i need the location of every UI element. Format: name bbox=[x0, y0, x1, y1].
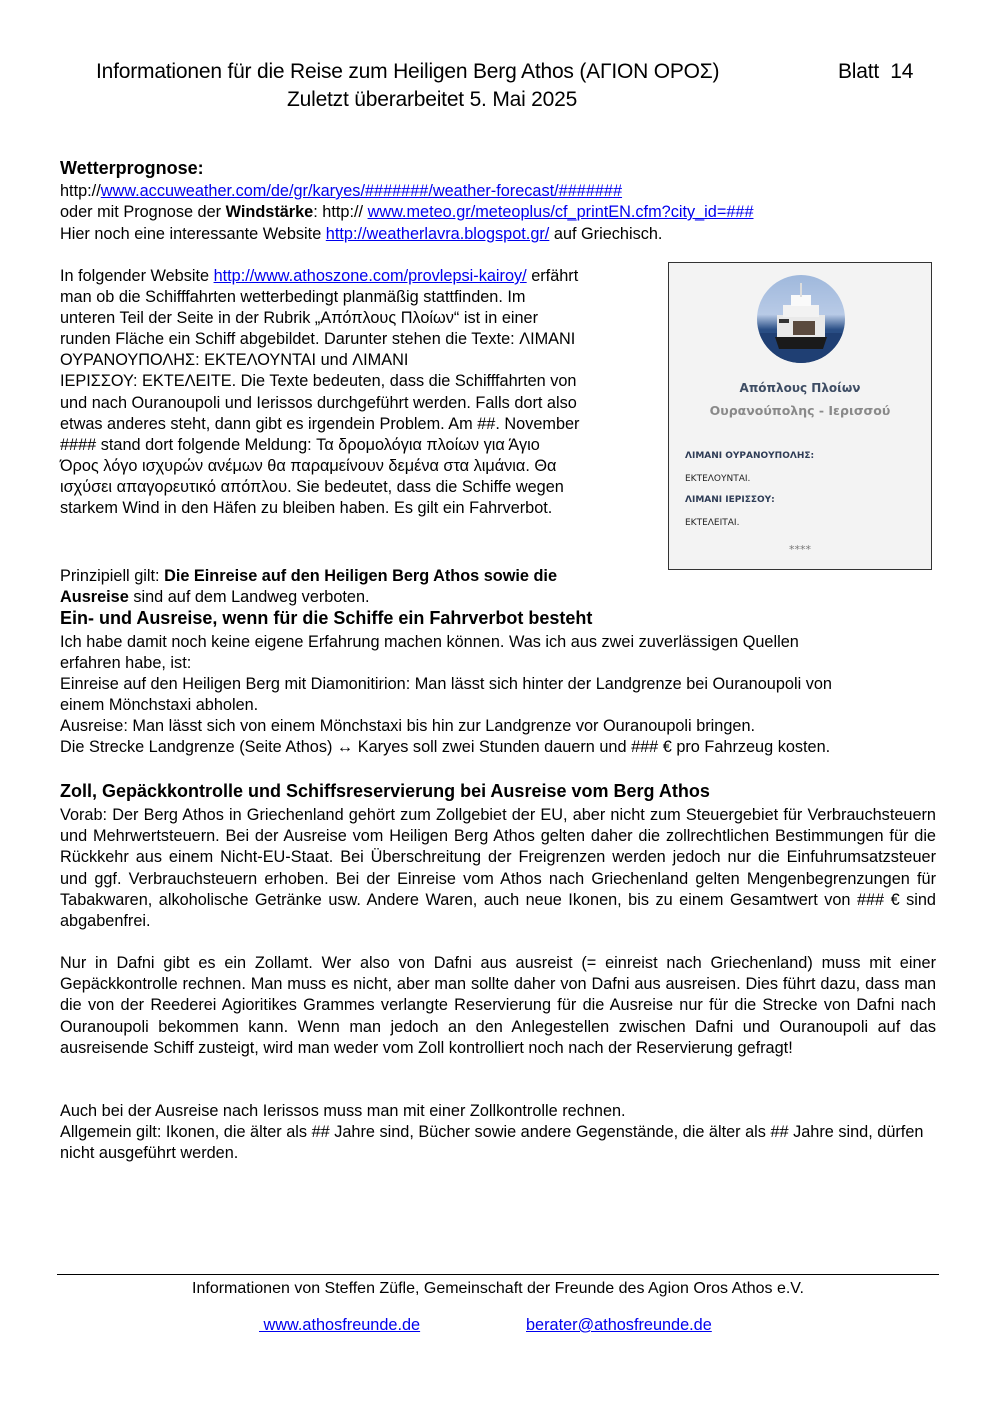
weather-line-2: oder mit Prognose der Windstärke: http:// www.meteo.gr/meteoplus/cf_printEN.cfm?city_id=### bbox=[60, 203, 754, 221]
fahrverbot-line: Die Strecke Landgrenze (Seite Athos) ↔ Karyes soll zwei Stunden dauern und ### € pro Fahrzeug kosten. bbox=[60, 738, 831, 756]
ferry-ship-image bbox=[757, 275, 845, 363]
fahrverbot-line: Einreise auf den Heiligen Berg mit Diamonitirion: Man lässt sich hinter der Landgrenze bei Ouranoupoli von bbox=[60, 675, 832, 693]
meteo-link[interactable]: www.meteo.gr/meteoplus/cf_printEN.cfm?city_id=### bbox=[367, 203, 754, 221]
zoll-paragraph-1: Vorab: Der Berg Athos in Griechenland gehört zum Zollgebiet der EU, aber nicht zum Steuergebiet für Verbrauchsteuern und Mehrwertsteuern. Bei der Ausreise vom Heiligen Berg Athos gelten daher die zollrechtlichen Bestimmungen für die Rückkehr aus einem Nicht-EU-Staat. Bei Überschreitung der Freigrenzen werden jedoch nur die Einfuhrumsatzsteuer und ggf. Verbrauchsteuern erhoben. Bei der Einreise vom Athos nach Griechenland gelten Mengenbegrenzungen für Tabakwaren, alkoholische Getränke usw. Andere Waren, auch neue Ikonen, bis zu einem Gesamtwert von ### € sind abgabenfrei. bbox=[60, 806, 936, 931]
athoszone-line: starkem Wind in den Häfen zu bleiben haben. Es gilt ein Fahrverbot. bbox=[60, 499, 553, 517]
last-updated: Zuletzt überarbeitet 5. Mai 2025 bbox=[287, 88, 578, 111]
weather-heading: Wetterprognose: bbox=[60, 158, 204, 178]
athoszone-line: ισχύσει απαγορευτικό απόπλου. Sie bedeutet, dass die Schiffe wegen bbox=[60, 478, 564, 496]
fahrverbot-line: Ausreise: Man lässt sich von einem Mönchstaxi bis hin zur Landgrenze vor Ouranoupoli bringen. bbox=[60, 717, 756, 735]
footer-website-link[interactable]: www.athosfreunde.de bbox=[259, 1316, 421, 1334]
footer-divider bbox=[57, 1274, 939, 1275]
athoszone-line: etwas anderes steht, dann gibt es irgendein Problem. Am ##. November bbox=[60, 415, 580, 433]
footer-email-link[interactable]: berater@athosfreunde.de bbox=[526, 1316, 712, 1334]
port-ierissos-label: ΛΙΜΑΝΙ ΙΕΡΙΣΣΟΥ: bbox=[685, 495, 775, 505]
fahrverbot-line: erfahren habe, ist: bbox=[60, 654, 192, 672]
footer-info: Informationen von Steffen Züfle, Gemeinschaft der Freunde des Agion Oros Athos e.V. bbox=[192, 1280, 804, 1297]
weatherlavra-link[interactable]: http://weatherlavra.blogspot.gr/ bbox=[325, 225, 550, 243]
athoszone-line: runden Fläche ein Schiff abgebildet. Darunter stehen die Texte: ΛΙΜΑΝΙ bbox=[60, 330, 576, 348]
athoszone-line: unteren Teil der Seite in der Rubrik „Απόπλους Πλοίων“ ist in einer bbox=[60, 309, 539, 327]
document-title bbox=[96, 60, 719, 84]
fahrverbot-line: Ich habe damit noch keine eigene Erfahrung machen können. Was ich aus zwei zuverlässigen Quellen bbox=[60, 633, 799, 651]
card-subtitle: Ουρανούπολης - Ιερισσού bbox=[709, 403, 891, 418]
zoll-paragraph-3-line-1: Auch bei der Ausreise nach Ierissos muss man mit einer Zollkontrolle rechnen. bbox=[60, 1102, 626, 1120]
athoszone-line: ΙΕΡΙΣΣΟΥ: ΕΚΤΕΛΕΙΤΕ. Die Texte bedeuten, dass die Schifffahrten von bbox=[60, 372, 577, 390]
athoszone-line-1: In folgender Website http://www.athoszone.com/provlepsi-kairoy/ erfährt bbox=[60, 267, 579, 285]
principle-line-1: Prinzipiell gilt: Die Einreise auf den Heiligen Berg Athos sowie die bbox=[60, 567, 558, 585]
accuweather-link[interactable]: www.accuweather.com/de/gr/karyes/#######/weather-forecast/####### bbox=[100, 182, 623, 200]
athoszone-link[interactable]: http://www.athoszone.com/provlepsi-kairoy/ bbox=[213, 267, 527, 285]
card-stars: **** bbox=[789, 543, 811, 556]
principle-line-2: Ausreise sind auf dem Landweg verboten. bbox=[60, 588, 370, 606]
fahrverbot-heading: Ein- und Ausreise, wenn für die Schiffe ein Fahrverbot besteht bbox=[60, 608, 593, 628]
weather-line-1: http://www.accuweather.com/de/gr/karyes/#######/weather-forecast/####### bbox=[60, 182, 623, 200]
zoll-paragraph-2: Nur in Dafni gibt es ein Zollamt. Wer also von Dafni aus ausreist (= einreist nach Griechenland) muss mit einer Gepäckkontrolle rechnen. Man muss es nicht, aber man sollte daher von Dafni aus ausreisen. Dies führt dazu, dass man die von der Reederei Agioritikes Grammes verlangte Reservierung für die Ausreise nur für die Strecke von Dafni nach Ouranoupoli bekommen kann. Wenn man jedoch an den Anlegestellen zwischen Dafni und Ouranoupoli auf das ausreisende Schiff zusteigt, wird man weder vom Zoll kontrolliert noch nach der Reservierung gefragt! bbox=[60, 954, 936, 1057]
athoszone-line: #### stand dort folgende Meldung: Τα δρομολόγια πλοίων για Άγιο bbox=[60, 436, 540, 454]
sheet-number: Blatt 14 bbox=[838, 60, 914, 83]
port-ierissos-status: ΕΚΤΕΛΕΙΤΑΙ. bbox=[685, 518, 740, 528]
zoll-paragraph-3: Allgemein gilt: Ikonen, die älter als ## Jahre sind, Bücher sowie andere Gegenstände, die älter als ## Jahre sind, dürfen nicht ausgeführt werden. bbox=[60, 1123, 924, 1163]
athoszone-line: und nach Ouranoupoli und Ierissos durchgeführt werden. Falls dort also bbox=[60, 394, 577, 412]
athoszone-line: ΟΥΡΑΝΟΥΠΟΛΗΣ: ΕΚΤΕΛΟΥΝΤΑΙ und ΛΙΜΑΝΙ bbox=[60, 351, 409, 369]
port-ouranoupoli-status: ΕΚΤΕΛΟΥΝΤΑΙ. bbox=[685, 474, 751, 484]
port-ouranoupoli-label: ΛΙΜΑΝΙ ΟΥΡΑΝΟΥΠΟΛΗΣ: bbox=[685, 451, 815, 461]
athoszone-line: Όρος λόγο ισχυρών ανέμων θα παραμείνουν δεμένα στα λιμάνια. Θα bbox=[60, 457, 557, 475]
zoll-heading: Zoll, Gepäckkontrolle und Schiffsreservierung bei Ausreise vom Berg Athos bbox=[60, 781, 710, 801]
fahrverbot-line: einem Mönchstaxi abholen. bbox=[60, 696, 259, 714]
ferry-status-screenshot bbox=[668, 262, 932, 570]
athoszone-line: man ob die Schifffahrten wetterbedingt planmäßig stattfinden. Im bbox=[60, 288, 526, 306]
title-text: Informationen für die Reise zum Heiligen Berg Athos (ΑΓΙΟΝ ΟΡΟΣ) bbox=[96, 60, 720, 83]
ship-icon bbox=[757, 275, 845, 363]
weather-line-3: Hier noch eine interessante Website http://weatherlavra.blogspot.gr/ auf Griechisch. bbox=[60, 225, 663, 243]
card-title: Απόπλους Πλοίων bbox=[739, 381, 861, 395]
